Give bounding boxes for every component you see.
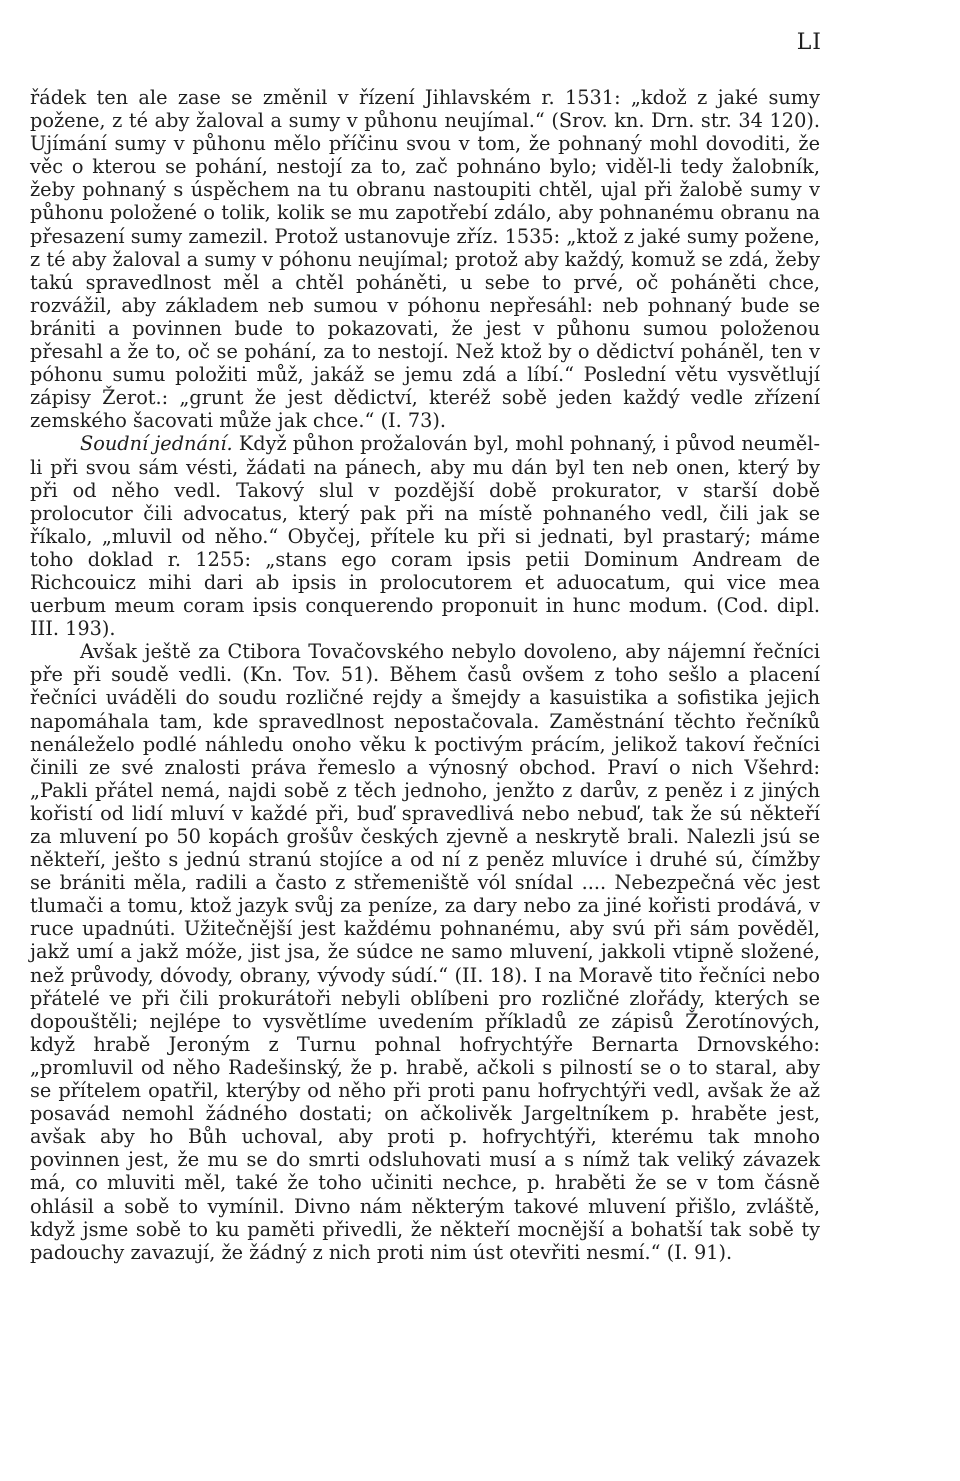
paragraph-text: Avšak ještě za Ctibora Tovačovského nebylo dovoleno, aby nájemní řečníci pře při soudě vedli. (Kn. Tov. 51). Během časů ovšem z toho sešlo a placení řečníci uváděli do soudu rozličné rejdy a šmejdy a kasuistika a sofistika jejich napomáhala tam, kde spravedlnost nepostačovala. Zaměstnání těchto řečníků nenáleželo podlé náhledu onoho věku k poctivým prácím, jelikož takoví řečníci činili ze své znalosti práva řemeslo a výnosný obchod. Praví o nich Všehrd: „Pakli přátel nemá, najdi sobě z těch jednoho, jenžto z darův, z peněz i z jiných kořistí od lidí mluví v každé při, buď spravedlivá nebo nebuď, tak že sú někteří za mluvení po 50 kopách grošův českých zjevně a neskrytě brali. Nalezli jsú se někteří, ješto s jednú stranú stojíce a od ní z peněz mluvíce i druhé sú, čímžby se brániti měla, radili a často z střemeniště vól snídal .... Nebezpečná věc jest tlumači a tomu, ktož jazyk svůj za peníze, za dary nebo za jiné kořisti prodává, v ruce upadnúti. Užitečnější jest každému pohnanému, aby svú při sám pověděl, jakž umí a jakž móže, jist jsa, že súdce ne samo mluvení, jakkoli vtipně složené, než průvody, dóvody, obrany, vývody súdí.“ (II. 18). I na Moravě tito řečníci nebo přátelé ve při čili prokurátoři nebyli oblíbeni pro rozličné zlořády, kterých se dopouštěli; nejlépe to vysvětlíme uvedením příkladů ze zápisů Žerotínových, když hrabě Jeroným z Turnu pohnal hofrychtýře Bernarta Drnovského: „promluvil od něho Radešinský, že p. hrabě, ačkoli s pilností se o to staral, aby se přítelem opatřil, kterýby od něho při proti panu hofrychtýři vedl, avšak že až posavád nemohl žádného dostati; on ačkolivěk Jargeltníkem p. hraběte jest, avšak aby ho Bůh uchoval, aby proti p. hofrychtýři, kterému tak mnoho povinnen jest, že mu se do smrti odsluhovati musí a s nímž tak veliký závazek má, co mluviti měl, také že toho učiniti nechce, p. hraběti že se v tom čásně ohlásil a sobě to vymínil. Divno nám některým takové mluvení přišlo, zvláště, když jsme sobě to ku paměti přivedli, že někteří mocnější a bohatší tak sobě ty padouchy zavazují, že žádný z nich proti nim úst otevřiti nesmí.“ (I. 91). xyxy=(30,640,820,1264)
page-number: LI xyxy=(796,30,822,55)
paragraph-text: řádek ten ale zase se změnil v řízení Jihlavském r. 1531: „kdož z jaké sumy požene, z té aby žaloval a sumy v půhonu neujímal.“ (Srov. kn. Drn. str. 34 120). Ujímání sumy v půhonu mělo příčinu svou v tom, že pohnaný mohl dovoditi, že věc o kterou se pohání, nestojí za to, zač pohnáno bylo; viděl-li tedy žalobník, žeby pohnaný s úspěchem na tu obranu nastoupiti chtěl, ujal při žalobě sumy v půhonu položené o tolik, kolik se mu zapotřebí zdálo, aby pohnanému obranu na přesazení sumy zamezil. Protož ustanovuje zříz. 1535: „ktož z jaké sumy požene, z té aby žaloval a sumy v póhonu neujímal; protož aby každý, komuž se zdá, žeby takú spravedlnost měl a chtěl poháněti, u sebe to prvé, oč poháněti chce, rozvážil, aby základem neb sumou v póhonu nepřesáhl: neb pohnaný bude se brániti a povinnen bude to pokazovati, že jest v půhonu sumou položenou přesahl a že to, oč se pohání, za to nestojí. Než ktož by o dědictví poháněl, ten v póhonu sumu položiti můž, jakáž se jemu zdá a líbí.“ Poslední větu vysvětlují zápisy Žerot.: „grunt že jest dědictví, kteréž sobě jeden každý vedle zřízení zemského šacovati může jak chce.“ (I. 73). xyxy=(30,86,820,433)
body-text xyxy=(30,86,820,1264)
paragraph-text: Když půhon prožalován byl, mohl pohnaný, i původ neuměl-li při svou sám vésti, žádati na pánech, aby mu dán byl ten neb onen, který by při od něho vedl. Takový slul v pozdější době prokurator, v starší době prolocutor čili advocatus, který pak při na místě pohnaného vedl, čili jak se říkalo, „mluvil od něho.“ Obyčej, přítele ku při si jednati, byl prastarý; máme toho doklad r. 1255: „stans ego coram ipsis petii Dominum Andream de Richcouicz mihi dari ab ipsis in prolocutorem et aduocatum, qui vice mea uerbum meum coram ipsis conquerendo proponuit in hunc modum. (Cod. dipl. III. 193). xyxy=(30,432,820,641)
section-heading-italic: Soudní jednání. xyxy=(80,432,233,456)
paragraph xyxy=(30,86,820,432)
paragraph xyxy=(30,432,820,640)
paragraph xyxy=(30,640,820,1264)
